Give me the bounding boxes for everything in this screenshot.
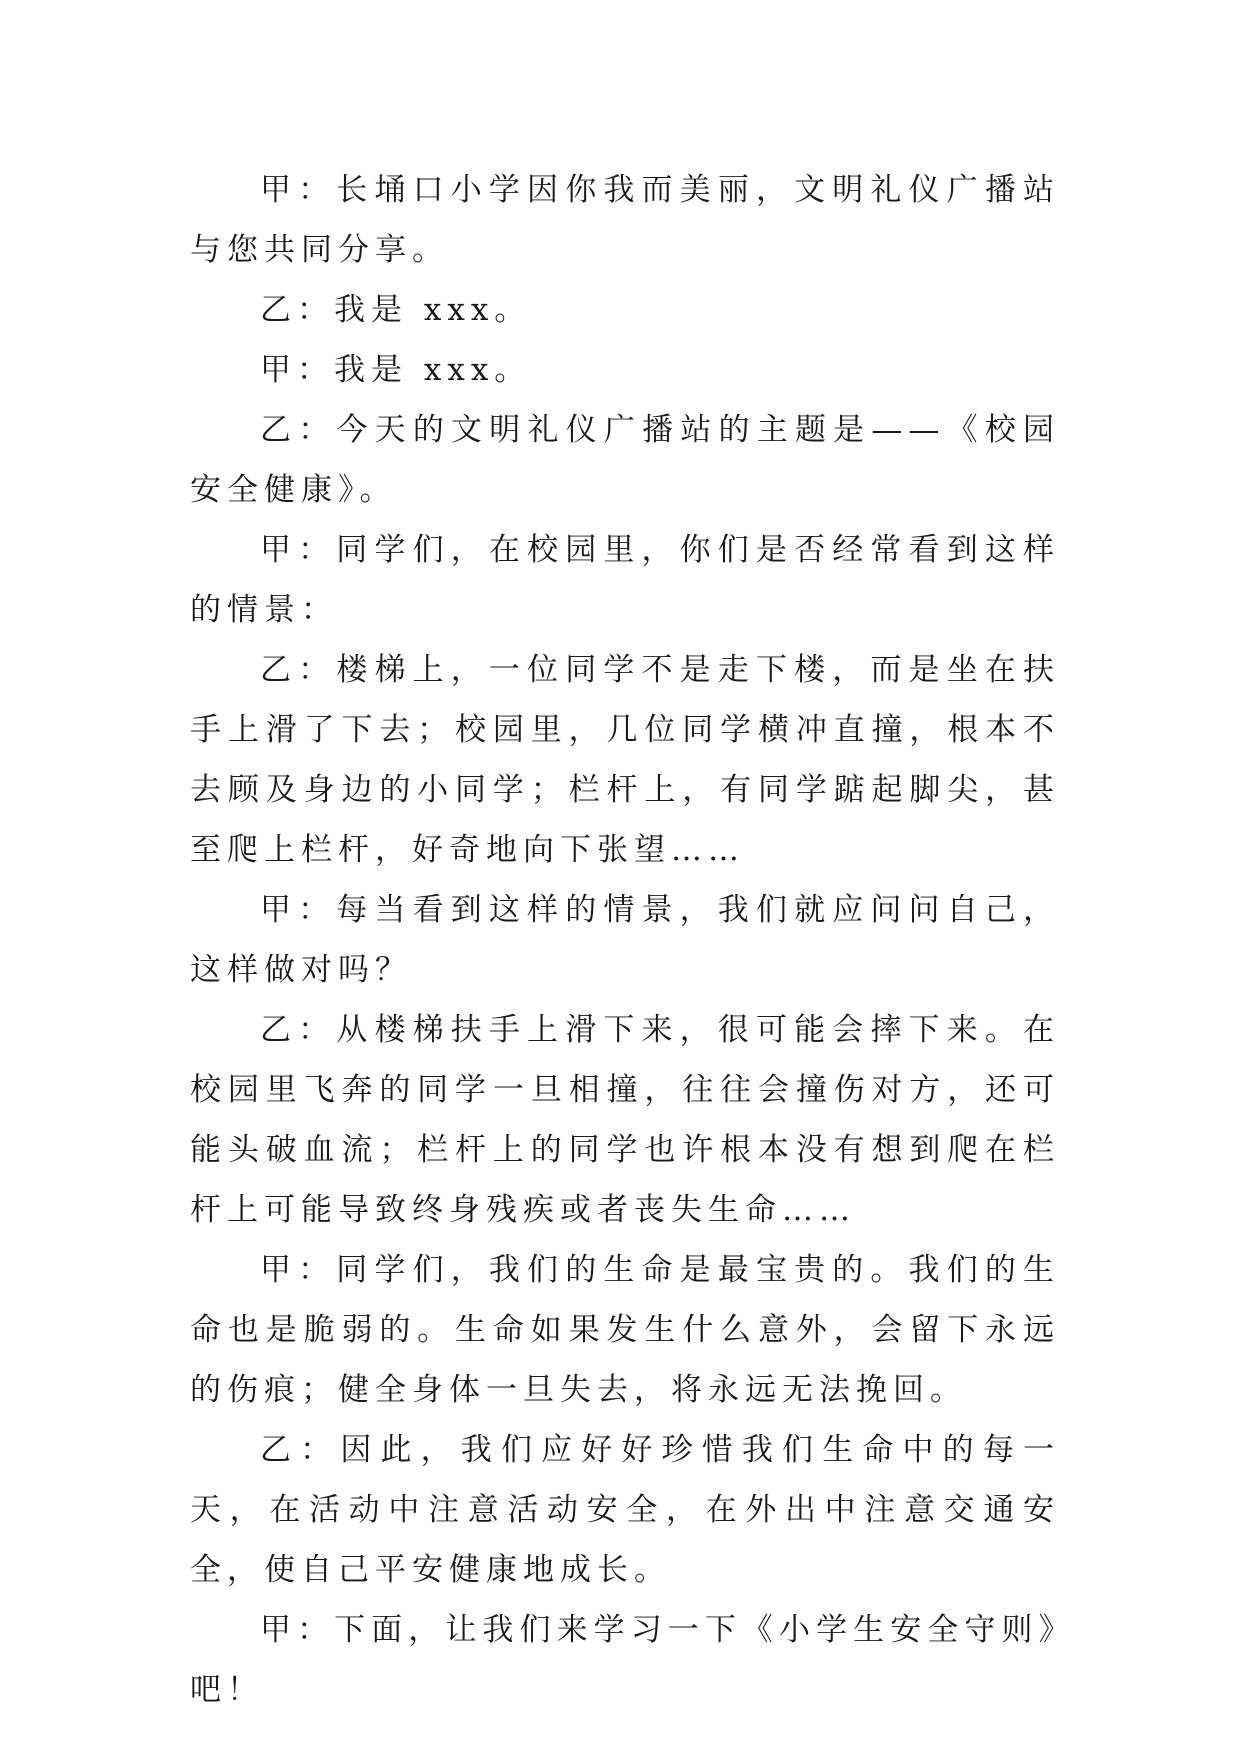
paragraph-11: 甲：下面，让我们来学习一下《小学生安全守则》吧！ [190, 1612, 1060, 1708]
paragraph-1: 甲：长埇口小学因你我而美丽，文明礼仪广播站与您共同分享。 [190, 172, 1060, 268]
paragraph-3: 甲：我是 xxx。 [260, 352, 532, 388]
paragraph-9: 甲：同学们，我们的生命是最宝贵的。我们的生命也是脆弱的。生命如果发生什么意外，会留下永远的伤痕；健全身体一旦失去，将永远无法挽回。 [190, 1252, 1060, 1408]
paragraph-6: 乙：楼梯上，一位同学不是走下楼，而是坐在扶手上滑了下去；校园里，几位同学横冲直撞，根本不去顾及身边的小同学；栏杆上，有同学踮起脚尖，甚至爬上栏杆，好奇地向下张望…… [190, 652, 1060, 868]
paragraph-4: 乙：今天的文明礼仪广播站的主题是——《校园安全健康》。 [190, 412, 1060, 508]
paragraph-5: 甲：同学们，在校园里，你们是否经常看到这样的情景： [190, 532, 1060, 628]
paragraph-8: 乙：从楼梯扶手上滑下来，很可能会摔下来。在校园里飞奔的同学一旦相撞，往往会撞伤对方，还可能头破血流；栏杆上的同学也许根本没有想到爬在栏杆上可能导致终身残疾或者丧失生命…… [190, 1012, 1060, 1228]
paragraph-2: 乙：我是 xxx。 [260, 292, 532, 328]
paragraph-7: 甲：每当看到这样的情景，我们就应问问自己，这样做对吗？ [190, 892, 1060, 988]
document-body [190, 160, 1060, 1720]
paragraph-10: 乙：因此，我们应好好珍惜我们生命中的每一天，在活动中注意活动安全，在外出中注意交通安全，使自己平安健康地成长。 [190, 1432, 1060, 1588]
